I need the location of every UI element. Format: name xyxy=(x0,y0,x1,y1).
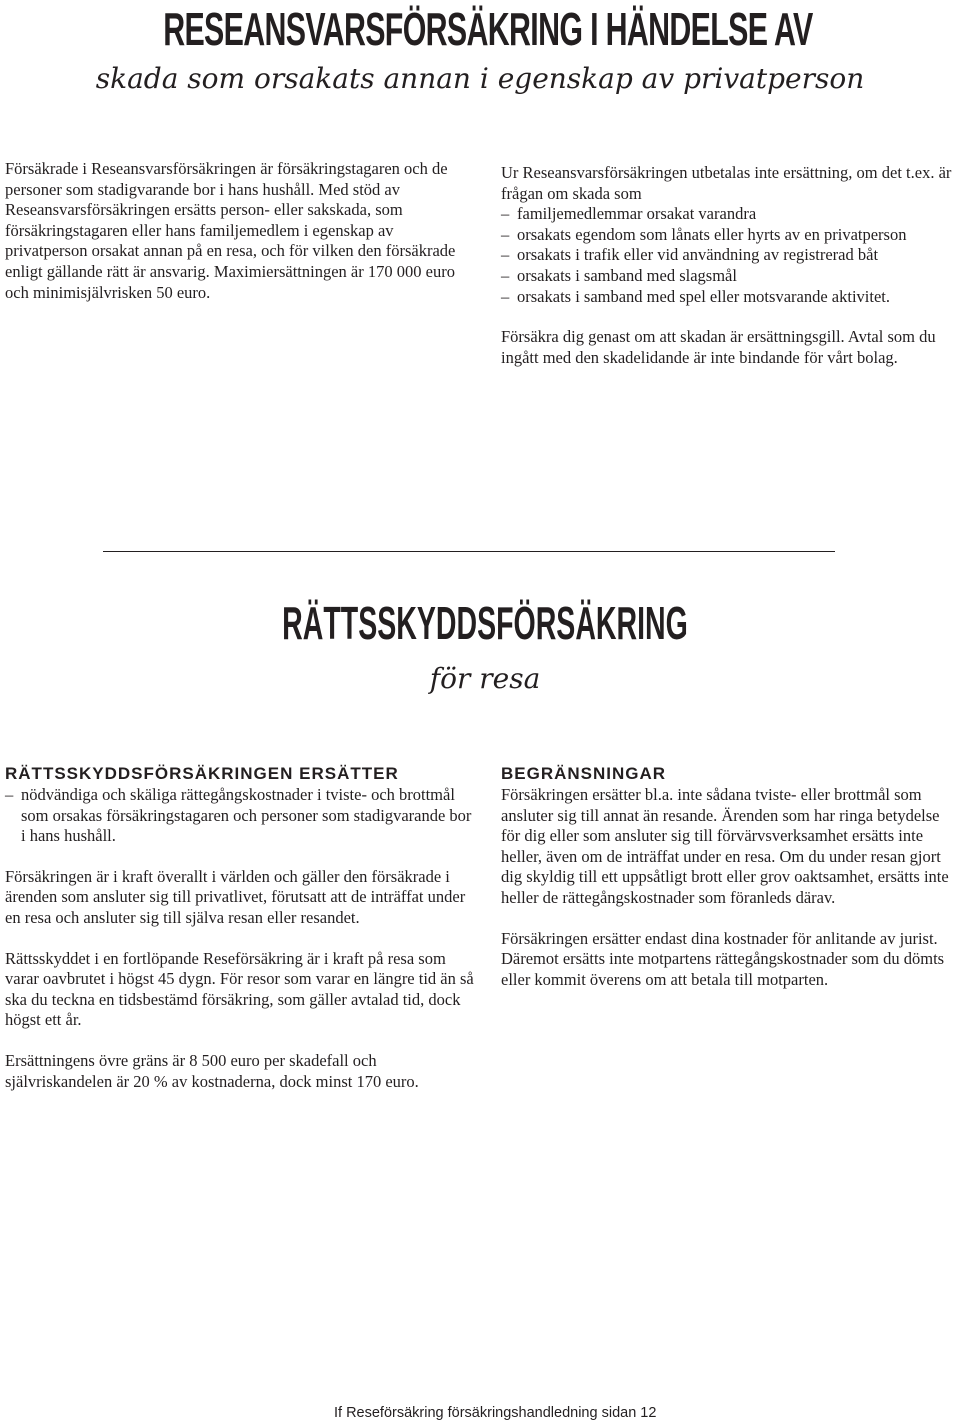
list-item: – orsakats i samband med spel eller motsvarande aktivitet. xyxy=(501,287,960,308)
paragraph: Försäkringen är i kraft överallt i världen och gäller den försäkrade i ärenden som ansluter sig till privatlivet, förutsatt att de inträffat under en resa och ansluter sig till själva resan eller resandet. xyxy=(5,866,466,927)
legal-limitations xyxy=(501,763,960,990)
legal-coverage xyxy=(5,763,475,1092)
paragraph: Försäkringen ersätter endast dina kostnader för anlitande av jurist. Däremot ersätts inte motpartens rättegångskostnader som du dömts eller kommit överens om att betala till motparten. xyxy=(501,928,945,989)
list-item: – orsakats i samband med slagsmål xyxy=(501,266,960,287)
paragraph: Rättsskyddet i en fortlöpande Reseförsäkring är i kraft på resa som varar oavbrutet i högst 45 dygn. För resor som varar en längre tid än så ska du teckna en tidsbestämd försäkring, som gäller avtalad tid, dock högst ett år. xyxy=(5,948,474,1030)
section-heading: BEGRÄNSNINGAR xyxy=(501,764,667,783)
paragraph: Ur Reseansvarsförsäkringen utbetalas inte ersättning, om det t.ex. är frågan om skada som xyxy=(501,163,952,203)
section-subtitle: för resa xyxy=(429,662,541,695)
paragraph: Ersättningens övre gräns är 8 500 euro per skadefall och självriskandelen är 20 % av kostnaderna, dock minst 170 euro. xyxy=(5,1050,419,1091)
paragraph: Försäkra dig genast om att skadan är ersättningsgill. Avtal som du ingått med den skadelidande är inte bindande för vårt bolag. xyxy=(501,327,936,367)
paragraph: Försäkrade i Reseansvarsförsäkringen är försäkringstagaren och de personer som stadigvarande bor i hans hushåll. Med stöd av Reseansvarsförsäkringen ersätts person- eller sakskada, som försäkringstagaren eller hans familjemedlem i egenskap av privatperson orsakat annan på en resa, och för vilken den försäkrade enligt gällande rätt är ansvarig. Maximiersättningen är 170 000 euro och minimisjälvrisken 50 euro. xyxy=(5,159,456,302)
section-title: RÄTTSSKYDDSFÖRSÄKRING xyxy=(282,597,688,649)
section-subtitle: skada som orsakats annan i egenskap av privatperson xyxy=(95,62,865,95)
list-item: – orsakats i trafik eller vid användning av registrerad båt xyxy=(501,245,960,266)
list-item: – nödvändiga och skäliga rättegångskostnader i tviste- och brottmål som orsakas försäkringstagaren och personer som stadigvarande bor i hans hushåll. xyxy=(5,785,475,847)
section-heading: RÄTTSSKYDDSFÖRSÄKRINGEN ERSÄTTER xyxy=(5,764,399,783)
liability-exclusions xyxy=(501,163,960,368)
list-item: – orsakats egendom som lånats eller hyrts av en privatperson xyxy=(501,225,960,246)
divider xyxy=(103,551,835,552)
section-title: RESEANSVARSFÖRSÄKRING I HÄNDELSE AV xyxy=(163,3,813,55)
liability-intro xyxy=(5,159,475,303)
paragraph: Försäkringen ersätter bl.a. inte sådana tviste- eller brottmål som ansluter sig till annat än resande. Ärenden som har ringa betydelse för dig eller som ansluter sig till förvärvsverksamhet ersätts inte heller, även om de inträffat under en resa. Om du under resan gjort dig skyldig till ett uppsåtligt brott eller grov oaktsamhet, ersätts inte heller de rättegångskostnader som föranleds därav. xyxy=(501,785,949,907)
list-item: – familjemedlemmar orsakat varandra xyxy=(501,204,960,225)
page-footer: If Reseförsäkring försäkringshandledning sidan 12 xyxy=(334,1405,657,1421)
